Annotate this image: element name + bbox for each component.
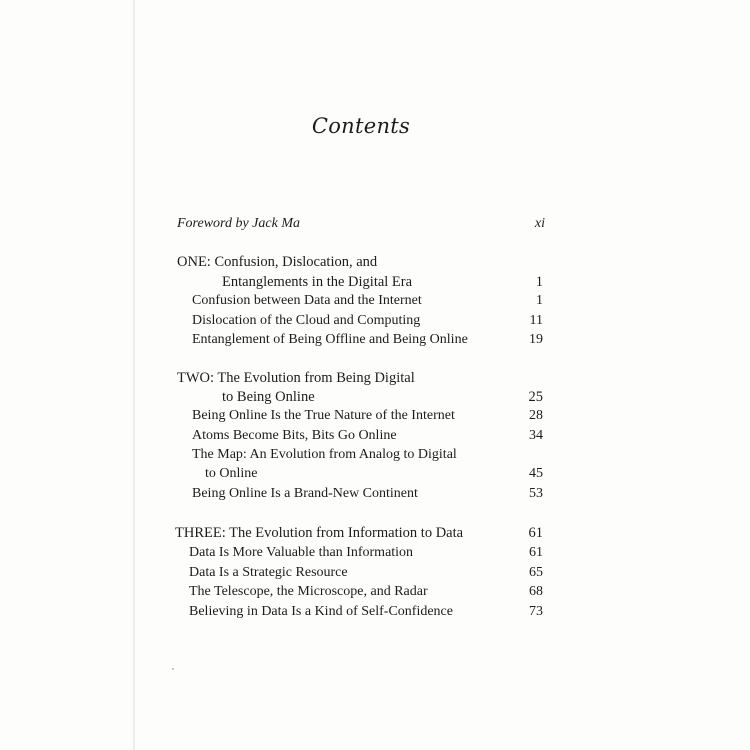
toc-label: Being Online Is the True Nature of the Internet: [192, 408, 455, 423]
toc-label: The Map: An Evolution from Analog to Digital: [192, 447, 457, 462]
page-title: Contents: [311, 114, 411, 138]
toc-chapter-heading[interactable]: [0, 368, 750, 388]
toc-entry[interactable]: [0, 330, 750, 350]
toc-entry[interactable]: [0, 311, 750, 331]
toc-entry[interactable]: [0, 582, 750, 602]
toc-chapter-heading-cont[interactable]: [0, 387, 750, 407]
toc-page: 61: [529, 545, 543, 560]
toc-label: Believing in Data Is a Kind of Self-Confidence: [189, 604, 453, 619]
toc-entry[interactable]: [0, 406, 750, 426]
toc-entry[interactable]: [0, 291, 750, 311]
toc-page: 73: [529, 604, 543, 619]
toc-chapter-title: Entanglements in the Digital Era: [222, 274, 413, 290]
toc-entry[interactable]: [0, 602, 750, 622]
toc-entry[interactable]: [0, 445, 750, 465]
toc-label: Data Is More Valuable than Information: [189, 545, 414, 560]
toc-entry-foreword[interactable]: [0, 214, 750, 234]
toc-page: 68: [529, 584, 543, 599]
print-speck: [172, 668, 174, 670]
toc-chapter-title: THREE: The Evolution from Information to Data: [175, 525, 464, 541]
toc-entry[interactable]: [0, 543, 750, 563]
toc-page: 1: [536, 293, 543, 308]
toc-chapter-title: ONE: Confusion, Dislocation, and: [177, 254, 378, 270]
toc-label: Foreword by Jack Ma: [177, 216, 300, 231]
toc-page: 65: [529, 565, 543, 580]
toc-page: xi: [534, 216, 545, 231]
toc-page: 11: [529, 313, 543, 328]
toc-page: 28: [529, 408, 543, 423]
toc-page: 1: [535, 274, 543, 290]
toc-chapter-title: TWO: The Evolution from Being Digital: [177, 370, 415, 386]
toc-label: The Telescope, the Microscope, and Radar: [189, 584, 428, 599]
toc-page: 53: [529, 486, 543, 501]
toc-entry[interactable]: [0, 484, 750, 504]
toc-entry-cont[interactable]: [0, 464, 750, 484]
toc-label: Dislocation of the Cloud and Computing: [192, 313, 421, 328]
toc-label: Confusion between Data and the Internet: [192, 293, 422, 308]
toc-page: 61: [528, 525, 543, 541]
toc-label: Entanglement of Being Offline and Being Online: [192, 332, 468, 347]
toc-chapter-heading[interactable]: [0, 523, 750, 543]
toc-chapter-heading[interactable]: [0, 252, 750, 272]
toc-label: Being Online Is a Brand-New Continent: [192, 486, 418, 501]
toc-label: to Online: [205, 466, 258, 481]
toc-page: 25: [528, 389, 543, 405]
toc-chapter-heading-cont[interactable]: [0, 272, 750, 292]
toc-label: Atoms Become Bits, Bits Go Online: [192, 428, 397, 443]
toc-chapter-title: to Being Online: [222, 389, 315, 405]
toc-entry[interactable]: [0, 426, 750, 446]
toc-entry[interactable]: [0, 563, 750, 583]
toc-page: 45: [529, 466, 543, 481]
toc-page: 19: [529, 332, 543, 347]
toc-page: 34: [529, 428, 543, 443]
toc-label: Data Is a Strategic Resource: [189, 565, 348, 580]
